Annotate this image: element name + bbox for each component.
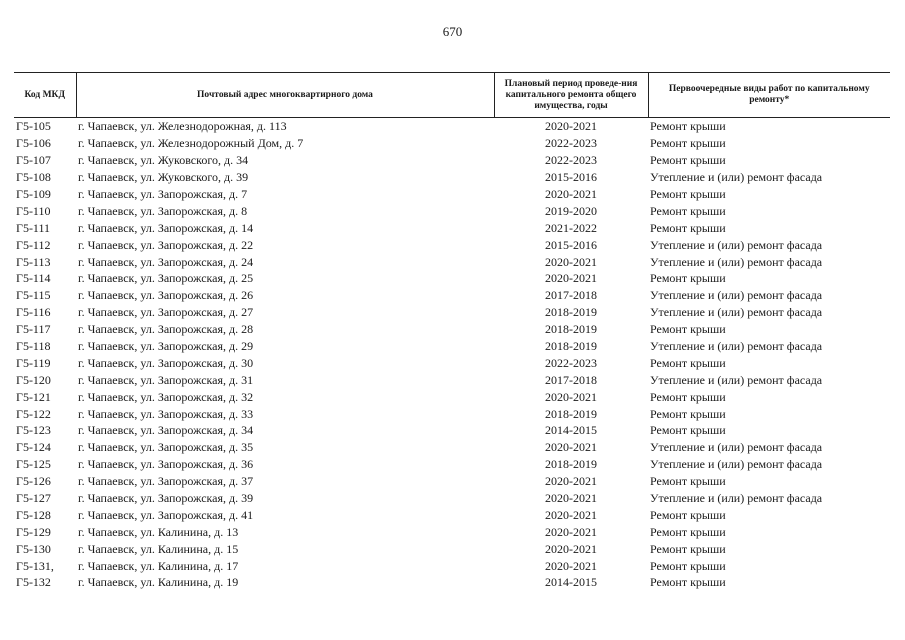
cell-address: г. Чапаевск, ул. Запорожская, д. 41 [78,507,254,522]
cell-period: 2018-2019 [545,339,597,354]
cell-code: Г5-114 [16,271,51,286]
cell-address: г. Чапаевск, ул. Калинина, д. 13 [78,524,239,539]
cell-works: Ремонт крыши [650,136,726,151]
cell-period: 2020-2021 [545,558,597,573]
cell-works: Ремонт крыши [650,541,726,556]
table-header [14,73,890,118]
cell-works: Ремонт крыши [650,119,726,134]
cell-code: Г5-127 [16,491,51,506]
cell-period: 2020-2021 [545,541,597,556]
cell-address: г. Чапаевск, ул. Калинина, д. 15 [78,541,239,556]
cell-period: 2022-2023 [545,153,597,168]
cell-address: г. Чапаевск, ул. Запорожская, д. 33 [78,406,254,421]
table-row [14,439,890,456]
cell-code: Г5-108 [16,170,51,185]
cell-period: 2021-2022 [545,220,597,235]
table-row [14,236,890,253]
table-row [14,456,890,473]
header-code: Код МКД [14,73,76,118]
table-row [14,540,890,557]
table-row [14,388,890,405]
cell-works: Утепление и (или) ремонт фасада [650,457,823,472]
cell-address: г. Чапаевск, ул. Запорожская, д. 25 [78,271,254,286]
cell-works: Утепление и (или) ремонт фасада [650,339,823,354]
cell-code: Г5-125 [16,457,51,472]
cell-period: 2020-2021 [545,254,597,269]
cell-code: Г5-118 [16,339,51,354]
cell-code: Г5-113 [16,254,51,269]
cell-address: г. Чапаевск, ул. Запорожская, д. 36 [78,457,254,472]
table-row [14,135,890,152]
cell-period: 2020-2021 [545,440,597,455]
cell-period: 2020-2021 [545,507,597,522]
cell-address: г. Чапаевск, ул. Запорожская, д. 35 [78,440,254,455]
cell-period: 2019-2020 [545,203,597,218]
cell-code: Г5-130 [16,541,51,556]
table-row [14,169,890,186]
cell-works: Ремонт крыши [650,575,726,590]
cell-address: г. Чапаевск, ул. Железнодорожный Дом, д. 7 [78,136,304,151]
table-row [14,490,890,507]
cell-period: 2020-2021 [545,389,597,404]
cell-period: 2020-2021 [545,524,597,539]
cell-works: Утепление и (или) ремонт фасада [650,372,823,387]
cell-address: г. Чапаевск, ул. Запорожская, д. 28 [78,322,254,337]
cell-works: Утепление и (или) ремонт фасада [650,237,823,252]
cell-code: Г5-120 [16,372,51,387]
cell-code: Г5-117 [16,322,51,337]
cell-works: Ремонт крыши [650,423,726,438]
cell-code: Г5-105 [16,119,51,134]
cell-code: Г5-123 [16,423,51,438]
cell-period: 2015-2016 [545,170,597,185]
cell-period: 2018-2019 [545,406,597,421]
cell-period: 2017-2018 [545,372,597,387]
table-row [14,338,890,355]
cell-works: Ремонт крыши [650,271,726,286]
cell-period: 2015-2016 [545,237,597,252]
cell-address: г. Чапаевск, ул. Запорожская, д. 14 [78,220,254,235]
table-row [14,354,890,371]
cell-address: г. Чапаевск, ул. Запорожская, д. 31 [78,372,254,387]
table-row [14,304,890,321]
cell-address: г. Чапаевск, ул. Запорожская, д. 22 [78,237,254,252]
cell-works: Ремонт крыши [650,153,726,168]
cell-address: г. Чапаевск, ул. Запорожская, д. 30 [78,355,254,370]
cell-code: Г5-109 [16,187,51,201]
table-row [14,202,890,219]
header-address: Почтовый адрес многоквартирного дома [76,73,494,118]
cell-address: г. Чапаевск, ул. Запорожская, д. 34 [78,423,254,438]
cell-address: г. Чапаевск, ул. Запорожская, д. 24 [78,254,254,269]
cell-period: 2014-2015 [545,423,597,438]
cell-address: г. Чапаевск, ул. Запорожская, д. 37 [78,474,254,489]
cell-works: Ремонт крыши [650,524,726,539]
cell-address: г. Чапаевск, ул. Железнодорожная, д. 113 [78,119,287,134]
cell-works: Ремонт крыши [650,322,726,337]
table-row [14,118,890,135]
cell-address: г. Чапаевск, ул. Запорожская, д. 39 [78,491,254,506]
table-row [14,186,890,203]
cell-works: Ремонт крыши [650,187,726,201]
cell-code: Г5-116 [16,305,51,320]
cell-works: Ремонт крыши [650,474,726,489]
table-row [14,557,890,574]
cell-code: Г5-132 [16,575,51,590]
housing-repair-table [14,72,890,591]
table-row [14,219,890,236]
table-row [14,152,890,169]
cell-code: Г5-126 [16,474,51,489]
cell-code: Г5-110 [16,203,51,218]
cell-works: Ремонт крыши [650,389,726,404]
table-row [14,287,890,304]
cell-period: 2022-2023 [545,136,597,151]
cell-period: 2018-2019 [545,457,597,472]
cell-period: 2020-2021 [545,119,597,134]
cell-period: 2020-2021 [545,271,597,286]
header-period: Плановый период проведе-ния капитального ремонта общего имущества, годы [494,73,648,118]
cell-period: 2020-2021 [545,187,597,201]
table-row [14,473,890,490]
cell-address: г. Чапаевск, ул. Запорожская, д. 32 [78,389,254,404]
cell-code: Г5-128 [16,507,51,522]
cell-works: Утепление и (или) ремонт фасада [650,288,823,303]
cell-period: 2018-2019 [545,322,597,337]
cell-works: Утепление и (или) ремонт фасада [650,440,823,455]
cell-code: Г5-115 [16,288,51,303]
cell-code: Г5-121 [16,389,51,404]
cell-address: г. Чапаевск, ул. Жуковского, д. 39 [78,170,249,185]
header-row [14,73,890,118]
cell-works: Утепление и (или) ремонт фасада [650,305,823,320]
table-row [14,253,890,270]
table-body [14,118,890,591]
table-row [14,270,890,287]
cell-code: Г5-129 [16,524,51,539]
table-row [14,371,890,388]
cell-works: Ремонт крыши [650,355,726,370]
cell-address: г. Чапаевск, ул. Запорожская, д. 7 [78,187,248,201]
cell-address: г. Чапаевск, ул. Запорожская, д. 27 [78,305,254,320]
cell-works: Ремонт крыши [650,406,726,421]
table-row [14,523,890,540]
cell-address: г. Чапаевск, ул. Калинина, д. 19 [78,575,239,590]
table-row [14,321,890,338]
cell-works: Ремонт крыши [650,220,726,235]
cell-period: 2020-2021 [545,491,597,506]
cell-code: Г5-122 [16,406,51,421]
cell-address: г. Чапаевск, ул. Калинина, д. 17 [78,558,239,573]
cell-code: Г5-106 [16,136,51,151]
cell-period: 2018-2019 [545,305,597,320]
cell-period: 2017-2018 [545,288,597,303]
cell-code: Г5-119 [16,355,51,370]
cell-works: Ремонт крыши [650,203,726,218]
table-row [14,506,890,523]
cell-period: 2020-2021 [545,474,597,489]
table-row [14,574,890,591]
cell-address: г. Чапаевск, ул. Запорожская, д. 8 [78,203,248,218]
cell-works: Утепление и (или) ремонт фасада [650,170,823,185]
cell-works: Ремонт крыши [650,558,726,573]
cell-code: Г5-112 [16,237,51,252]
header-works: Первоочередные виды работ по капитальному ремонту* [648,73,890,118]
cell-code: Г5-111 [16,220,51,235]
cell-address: г. Чапаевск, ул. Запорожская, д. 26 [78,288,254,303]
table-row [14,405,890,422]
cell-address: г. Чапаевск, ул. Жуковского, д. 34 [78,153,249,168]
cell-period: 2014-2015 [545,575,597,590]
cell-address: г. Чапаевск, ул. Запорожская, д. 29 [78,339,254,354]
page-number: 670 [442,24,463,39]
cell-period: 2022-2023 [545,355,597,370]
cell-code: Г5-124 [16,440,51,455]
cell-works: Утепление и (или) ремонт фасада [650,491,823,506]
table-row [14,422,890,439]
cell-code: Г5-107 [16,153,51,168]
cell-code: Г5-131, [16,558,54,573]
cell-works: Ремонт крыши [650,507,726,522]
cell-works: Утепление и (или) ремонт фасада [650,254,823,269]
